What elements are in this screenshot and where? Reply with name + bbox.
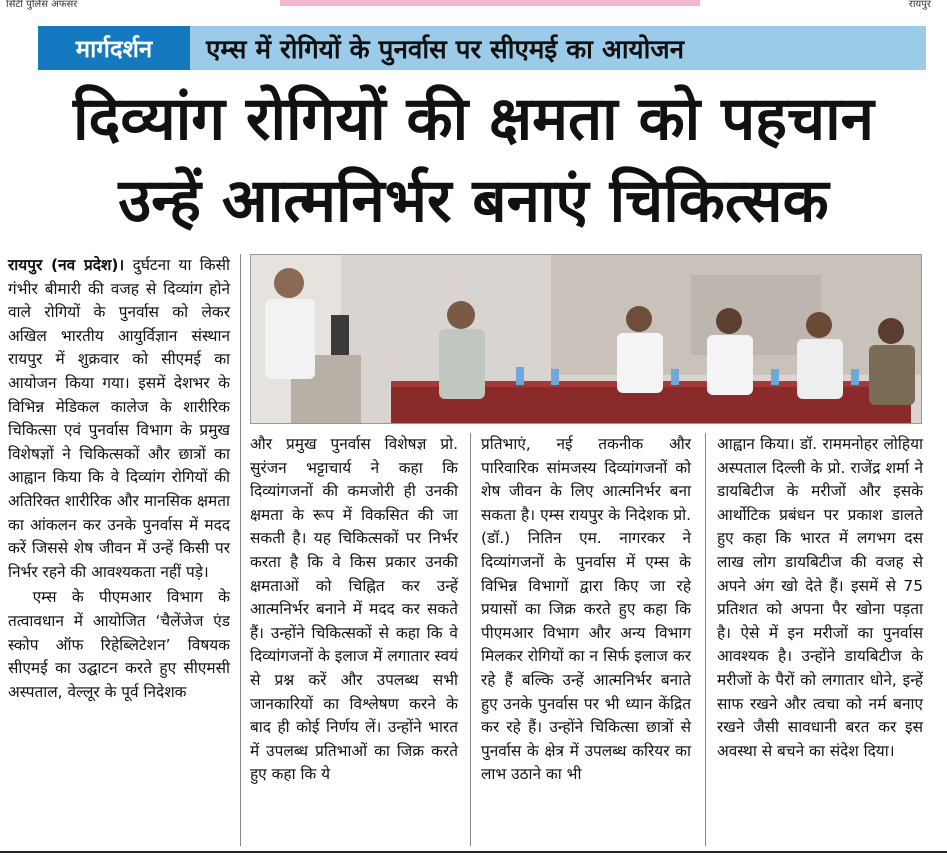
headline-line-1: दिव्यांग रोगियों की क्षमता को पहचान: [73, 84, 874, 154]
top-strip: [0, 0, 947, 10]
column-rule: [470, 433, 471, 846]
event-photo-image: [251, 255, 922, 424]
article-paragraph: प्रतिभाएं, नई तकनीक और पारिवारिक सांमजस्य दिव्यांगजनों को शेष जीवन के लिए आत्मनिर्भर बना सकता है। एम्स रायपुर के निदेशक प्रो. (डॉ.) नितिन एम. नागरकर ने दिव्यांगजनों के पुनर्वास में एम्स के विभिन्न विभागों द्वारा किए जा रहे प्रयासों का जिक्र करते हुए कहा कि पीएमआर विभाग और अन्य विभाग मिलकर रोगियों का न सिर्फ इलाज कर रहे हैं बल्कि उन्हें आत्मनिर्भर बनाते हुए उनके पुनर्वास पर भी ध्यान केंद्रित कर रहे हैं। उन्होंने चिकित्सा छात्रों से पुनर्वास के क्षेत्र में उपलब्ध करियर का लाभ उठाने का भी: [481, 435, 691, 784]
top-strip-pink-band: [280, 0, 700, 6]
article-paragraph: और प्रमुख पुनर्वास विशेषज्ञ प्रो. सुरंजन भट्टाचार्य ने कहा कि दिव्यांगजनों की कमजोरी ही उनकी क्षमता के रूप में विकसित की जा सकती है। यह चिकित्सकों पर निर्भर करता है कि वे किस प्रकार उनकी क्षमताओं को चिह्नित कर उन्हें आत्मनिर्भर बनाने में मदद कर सकते हैं। उन्होंने चिकित्सकों से कहा कि वे दिव्यांगजनों के इलाज में लगातार स्वयं से प्रश्न करें और उपलब्ध सभी जानकारियों का विश्लेषण करने के बाद ही कोई निर्णय लें। उन्होंने भारत में उपलब्ध प्रतिभाओं का जिक्र करते हुए कहा कि ये: [250, 435, 458, 784]
top-strip-right: रायपुर: [908, 0, 931, 10]
article-column-3: [481, 433, 691, 787]
article-paragraph: आह्वान किया। डॉ. राममनोहर लोहिया अस्पताल दिल्ली के प्रो. राजेंद्र शर्मा ने डायबिटीज के मरीजों और इसके आर्थोटिक प्रबंधन पर प्रकाश डालते हुए कहा कि भारत में लगभग दस लाख लोग डायबिटीज की वजह से अपने अंग खो देते हैं। इसमें से 75 प्रतिशत को अपना पैर खोना पड़ता है। ऐसे में इन मरीजों का पुनर्वास आवश्यक है। उन्होंने डायबिटीज के मरीजों के पैरों को लगातार धोने, इन्हें साफ रखने और त्वचा को नर्म बनाए रखने जैसी सावधानी बरत कर इस अवस्था से बचने का संदेश दिया।: [717, 435, 923, 760]
article-paragraph: [8, 254, 230, 584]
kicker-tag: मार्गदर्शन: [38, 26, 190, 70]
kicker-text: एम्स में रोगियों के पुनर्वास पर सीएमई का आयोजन: [206, 35, 685, 65]
top-strip-left: सिटी पुलिस अफसर: [6, 0, 78, 10]
article-column-1: [8, 254, 230, 704]
article-text: दुर्घटना या किसी गंभीर बीमारी की वजह से दिव्यांग होने वाले रोगियों के पुनर्वास को लेकर अखिल भारतीय आयुर्विज्ञान संस्थान रायपुर में शुक्रवार को सीएमई का आयोजन किया गया। इसमें देशभर के विभिन्न मेडिकल कालेज के शारीरिक चिकित्सा एवं पुनर्वास विभाग के प्रमुख विशेषज्ञों ने चिकित्सकों और छात्रों का आह्वान किया कि वे दिव्यांग रोगियों की अतिरिक्त शारीरिक और मानसिक क्षमता का आंकलन कर उनके पुनर्वास में मदद करें जिससे शेष जीवन में उन्हें किसी पर निर्भर रहने की आवश्यकता नहीं पड़े।: [8, 256, 230, 581]
column-rule: [240, 254, 241, 846]
dateline: रायपुर (नव प्रदेश)।: [8, 256, 125, 274]
event-photo: [250, 254, 922, 424]
article-paragraph: एम्स के पीएमआर विभाग के तत्वावधान में आयोजित ‘चैलेंजेज एंड स्कोप ऑफ रिहेब्लिटेशन’ विषयक सीएमई का उद्घाटन करते हुए सीएमसी अस्पताल, वेल्लूर के पूर्व निदेशक: [8, 588, 230, 701]
article-column-4: [717, 433, 923, 763]
headline-line-2: उन्हें आत्मनिर्भर बनाएं चिकित्सक: [118, 166, 829, 236]
article-column-2: [250, 433, 458, 787]
column-rule: [705, 433, 706, 846]
bottom-rule: [0, 851, 947, 853]
